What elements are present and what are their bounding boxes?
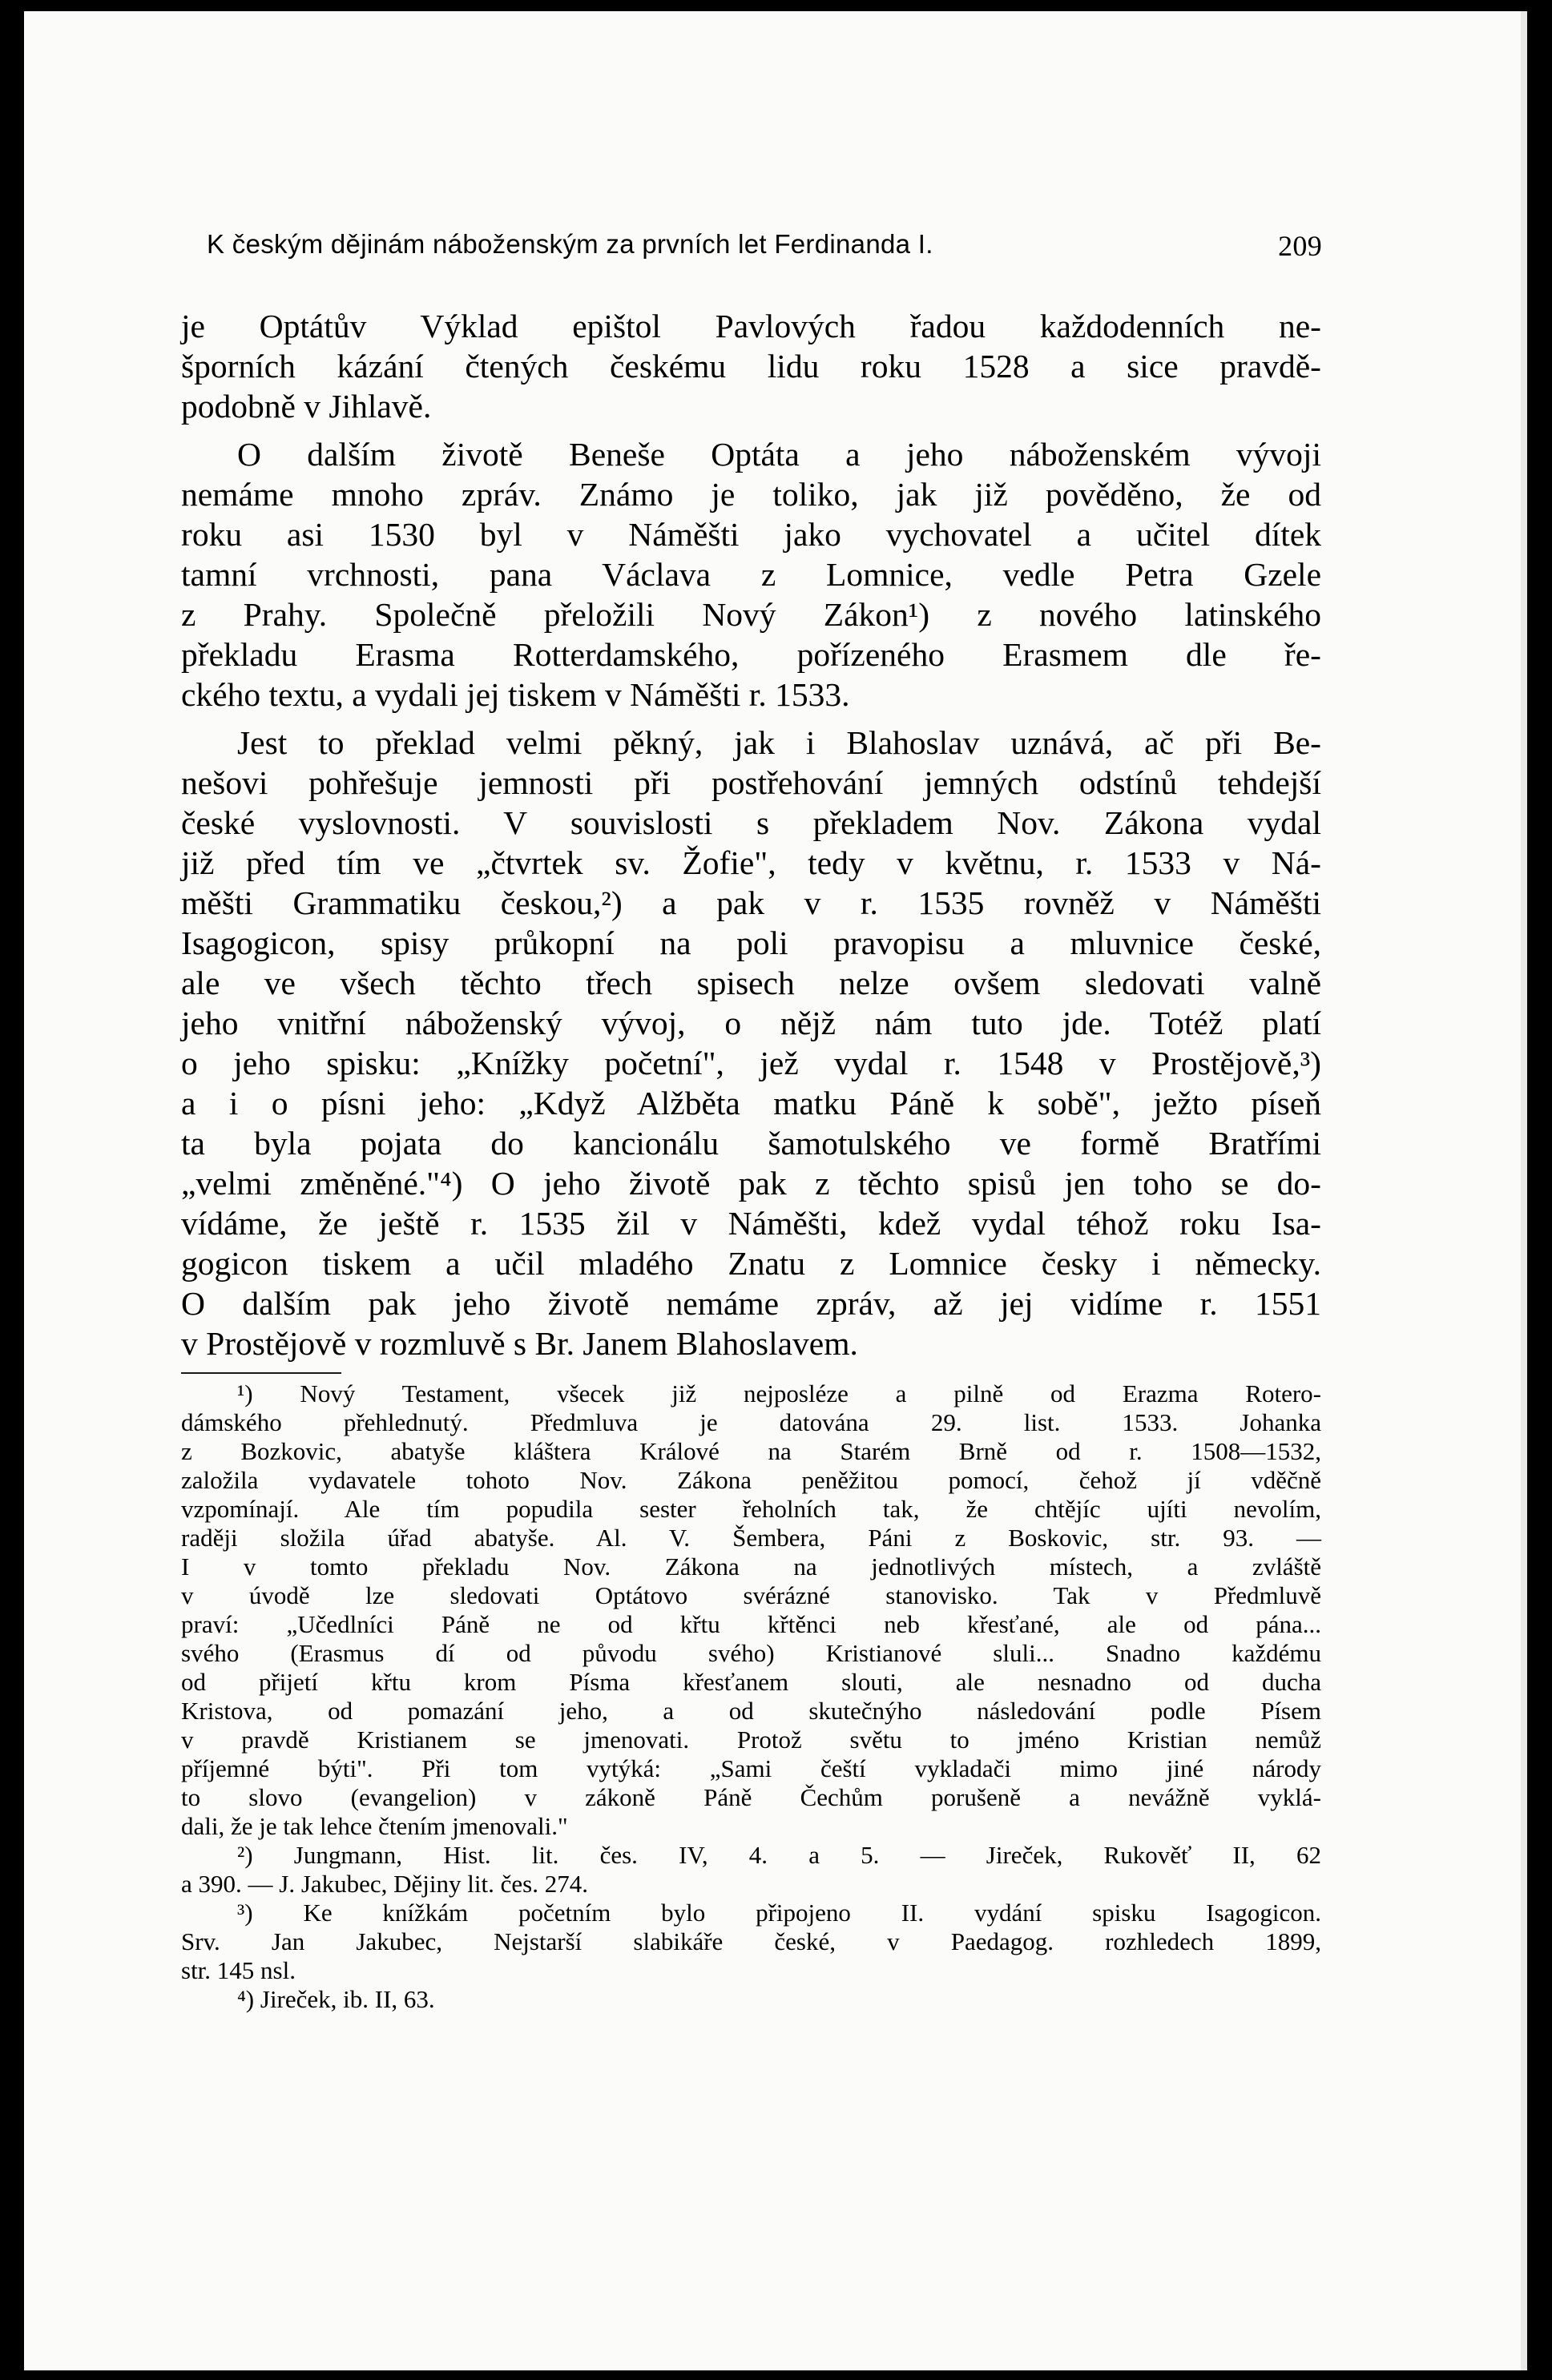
footnote-line: Kristova, od pomazání jeho, a od skutečnýho následování podle Písem <box>181 1697 1321 1725</box>
body-line: nemáme mnoho zpráv. Známo je toliko, jak již pověděno, že od <box>181 476 1321 513</box>
body-line: jeho vnitřní náboženský vývoj, o nějž nám tuto jde. Totéž platí <box>181 1005 1321 1041</box>
footnote-line: to slovo (evangelion) v zákoně Páně Čechům porušeně a nevážně vyklá- <box>181 1783 1321 1811</box>
footnote-line: ³) Ke knížkám početním bylo připojeno II. vydání spisku Isagogicon. <box>237 1899 1321 1927</box>
body-line: vídáme, že ještě r. 1535 žil v Náměšti, kdež vydal téhož roku Isa- <box>181 1205 1321 1242</box>
footnote-line: ⁴) Jireček, ib. II, 63. <box>237 1985 435 2013</box>
body-line: gogicon tiskem a učil mladého Znatu z Lomnice česky i německy. <box>181 1245 1321 1282</box>
footnote-line: v pravdě Kristianem se jmenovati. Protož světu to jméno Kristian nemůž <box>181 1726 1321 1754</box>
footnote-line: Srv. Jan Jakubec, Nejstarší slabikáře české, v Paedagog. rozhledech 1899, <box>181 1927 1321 1955</box>
running-title: K českým dějinám náboženským za prvních let Ferdinanda I. <box>207 229 933 259</box>
body-line: podobně v Jihlavě. <box>181 388 432 425</box>
footnote-line: od přijetí křtu krom Písma křesťanem slouti, ale nesnadno od ducha <box>181 1668 1321 1696</box>
body-line: měšti Grammatiku českou,²) a pak v r. 1535 rovněž v Náměšti <box>181 884 1321 921</box>
running-header <box>207 229 1322 260</box>
footnote-line: svého (Erasmus dí od původu svého) Kristianové sluli... Snadno každému <box>181 1639 1321 1667</box>
footnotes <box>181 1379 1321 2014</box>
body-line: české vyslovnosti. V souvislosti s překladem Nov. Zákona vydal <box>181 804 1321 841</box>
page-edge <box>1521 11 1527 2370</box>
footnote-line: dali, že je tak lehce čtením jmenovali." <box>181 1812 568 1840</box>
body-line: o jeho spisku: „Knížky početní", jež vydal r. 1548 v Prostějově,³) <box>181 1045 1321 1081</box>
footnote-separator <box>181 1372 341 1374</box>
footnote-line: str. 145 nsl. <box>181 1956 296 1984</box>
footnote-line: ²) Jungmann, Hist. lit. čes. IV, 4. a 5. — Jireček, Rukověť II, 62 <box>237 1841 1321 1869</box>
footnote-line: raději složila úřad abatyše. Al. V. Šembera, Páni z Boskovic, str. 93. — <box>181 1524 1321 1552</box>
footnote-line: I v tomto překladu Nov. Zákona na jednotlivých místech, a zvláště <box>181 1552 1321 1581</box>
main-text <box>181 306 1321 1363</box>
body-line: je Optátův Výklad epištol Pavlových řadou každodenních ne- <box>181 308 1321 344</box>
body-line: tamní vrchnosti, pana Václava z Lomnice, vedle Petra Gzele <box>181 556 1321 593</box>
footnote-line: v úvodě lze sledovati Optátovo svérázné stanovisko. Tak v Předmluvě <box>181 1581 1321 1609</box>
body-line: „velmi změněné."⁴) O jeho životě pak z těchto spisů jen toho se do- <box>181 1165 1321 1202</box>
body-line: a i o písni jeho: „Když Alžběta matku Páně k sobě", ježto píseň <box>181 1085 1321 1122</box>
footnote-line: praví: „Učedlníci Páně ne od křtu křtěnci neb křesťané, ale od pána... <box>181 1610 1321 1638</box>
body-line: šporních kázání čtených českému lidu roku 1528 a sice pravdě- <box>181 348 1321 385</box>
body-line: nešovi pohřešuje jemnosti při postřehování jemných odstínů tehdejší <box>181 764 1321 801</box>
body-line: Isagogicon, spisy průkopní na poli pravopisu a mluvnice české, <box>181 924 1321 961</box>
body-line: v Prostějově v rozmluvě s Br. Janem Blahoslavem. <box>181 1325 858 1362</box>
page-number: 209 <box>1278 230 1322 262</box>
footnote-line: dámského přehlednutý. Předmluva je datována 29. list. 1533. Johanka <box>181 1408 1321 1436</box>
body-line: O dalším pak jeho životě nemáme zpráv, až jej vidíme r. 1551 <box>181 1285 1321 1322</box>
footnote-line: vzpomínají. Ale tím popudila sester řeholních tak, že chtějíc ujíti nevolím, <box>181 1495 1321 1523</box>
body-line: Jest to překlad velmi pěkný, jak i Blahoslav uznává, ač při Be- <box>237 724 1321 761</box>
footnote-line: příjemné býti". Při tom vytýká: „Sami čeští vykladači mimo jiné národy <box>181 1754 1321 1782</box>
body-line: překladu Erasma Rotterdamského, pořízeného Erasmem dle ře- <box>181 636 1321 673</box>
footnote-line: z Bozkovic, abatyše kláštera Králové na Starém Brně od r. 1508—1532, <box>181 1437 1321 1465</box>
body-line: roku asi 1530 byl v Náměšti jako vychovatel a učitel dítek <box>181 516 1321 553</box>
footnote-line: ¹) Nový Testament, všecek již nejposléze a pilně od Erazma Rotero- <box>237 1379 1321 1407</box>
body-line: O dalším životě Beneše Optáta a jeho náboženském vývoji <box>237 436 1321 473</box>
body-line: z Prahy. Společně přeložili Nový Zákon¹) z nového latinského <box>181 596 1321 633</box>
body-line: ckého textu, a vydali jej tiskem v Náměšti r. 1533. <box>181 676 850 713</box>
body-line: ale ve všech těchto třech spisech nelze ovšem sledovati valně <box>181 964 1321 1001</box>
body-line: ta byla pojata do kancionálu šamotulského ve formě Bratřími <box>181 1125 1321 1162</box>
footnote-line: založila vydavatele tohoto Nov. Zákona peněžitou pomocí, čehož jí vděčně <box>181 1466 1321 1494</box>
body-line: již před tím ve „čtvrtek sv. Žofie", tedy v květnu, r. 1533 v Ná- <box>181 844 1321 881</box>
footnote-line: a 390. — J. Jakubec, Dějiny lit. čes. 274. <box>181 1870 588 1898</box>
